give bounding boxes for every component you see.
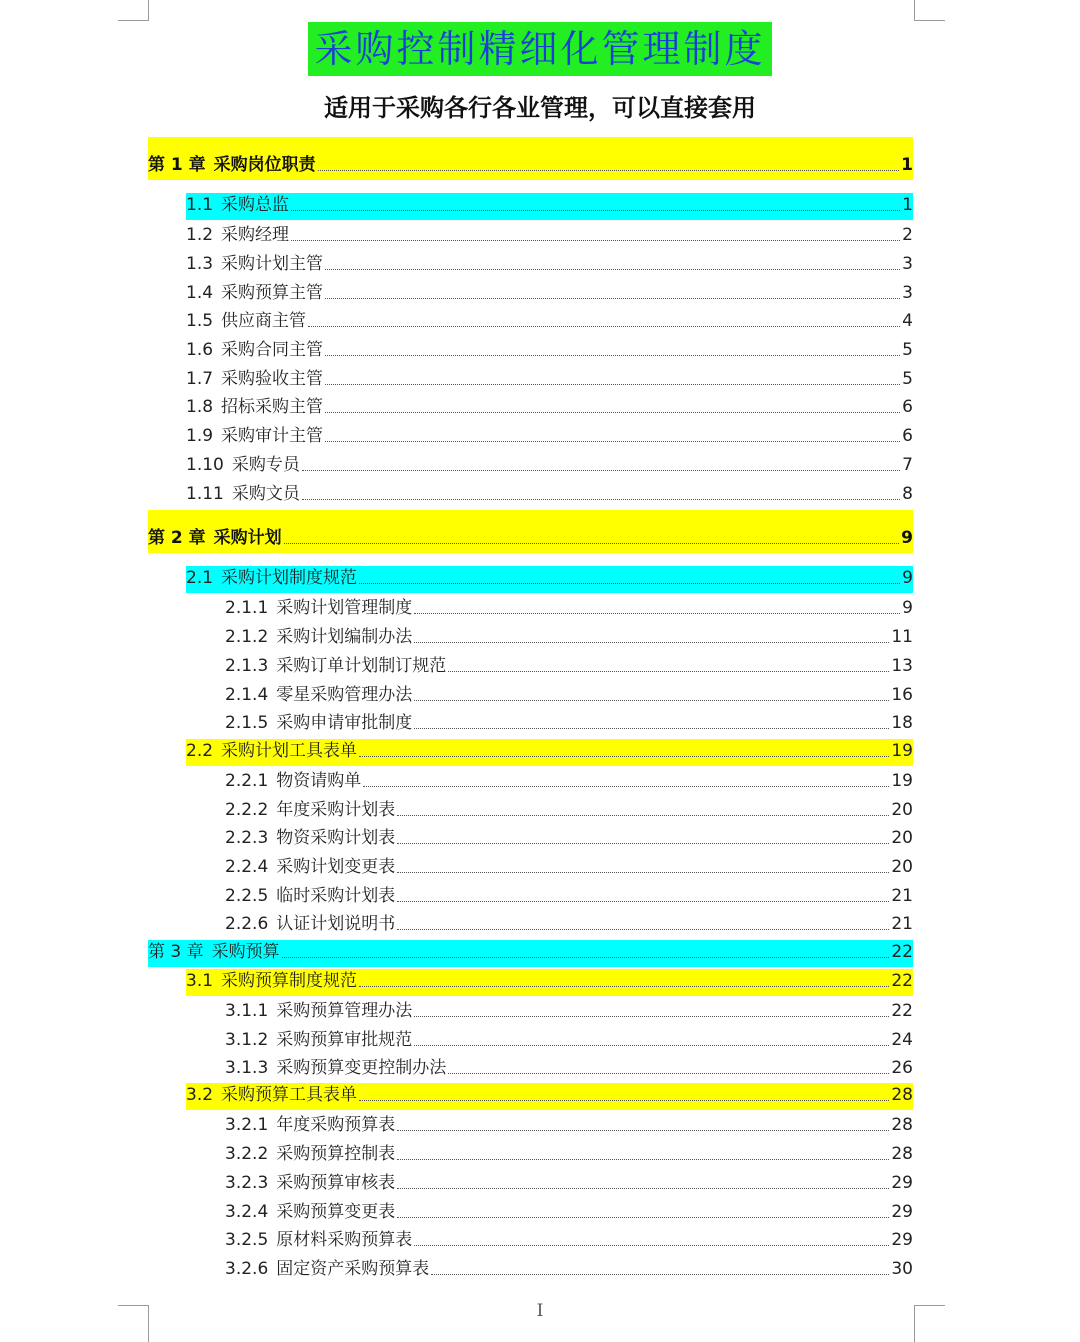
toc-section-1-11[interactable] bbox=[186, 480, 913, 509]
toc-page: 20 bbox=[891, 800, 913, 820]
toc-title: 原材料采购预算表 bbox=[276, 1230, 413, 1250]
toc-number: 1.10 bbox=[186, 455, 224, 475]
toc-title: 物资请购单 bbox=[276, 771, 362, 791]
toc-title: 采购经理 bbox=[221, 225, 290, 245]
toc-number: 3.2 bbox=[186, 1085, 214, 1105]
toc-section-1-3[interactable] bbox=[186, 250, 913, 279]
toc-section-3-2-3[interactable] bbox=[225, 1169, 913, 1198]
toc-section-2-1-3[interactable] bbox=[225, 652, 913, 681]
toc-leader bbox=[363, 786, 889, 787]
toc-leader bbox=[359, 986, 889, 987]
toc-section-1-10[interactable] bbox=[186, 451, 913, 480]
toc-section-1-7[interactable] bbox=[186, 365, 913, 394]
toc-section-2-1-2[interactable] bbox=[225, 623, 913, 652]
toc-number: 3.2.1 bbox=[225, 1115, 269, 1135]
toc-number: 2.2.5 bbox=[225, 886, 269, 906]
toc-title: 招标采购主管 bbox=[221, 397, 324, 417]
toc-section-2-2-4[interactable] bbox=[225, 853, 913, 882]
toc-section-1-9[interactable] bbox=[186, 422, 913, 451]
toc-leader bbox=[359, 756, 889, 757]
toc-leader bbox=[431, 1274, 889, 1275]
toc-number: 1.8 bbox=[186, 397, 214, 417]
toc-leader bbox=[325, 269, 900, 270]
toc-title: 零星采购管理办法 bbox=[276, 685, 413, 705]
toc-number: 2.1.3 bbox=[225, 656, 269, 676]
toc-page: 29 bbox=[891, 1173, 913, 1193]
toc-leader bbox=[397, 1130, 889, 1131]
toc-section-3-2[interactable] bbox=[186, 1083, 913, 1110]
toc-title: 临时采购计划表 bbox=[276, 886, 396, 906]
page-number: I bbox=[536, 1301, 544, 1321]
toc-number: 2.1.2 bbox=[225, 627, 269, 647]
toc-number: 1.11 bbox=[186, 484, 224, 504]
toc-leader bbox=[448, 671, 889, 672]
toc-number: 2.2 bbox=[186, 741, 214, 761]
toc-leader bbox=[414, 1045, 889, 1046]
toc-leader bbox=[291, 210, 900, 211]
toc-page: 1 bbox=[902, 195, 913, 215]
toc-page: 9 bbox=[902, 598, 913, 618]
toc-leader bbox=[325, 298, 900, 299]
toc-title: 采购预算管理办法 bbox=[276, 1001, 413, 1021]
toc-leader bbox=[397, 872, 889, 873]
toc-section-1-2[interactable] bbox=[186, 221, 913, 250]
toc-number: 第 2 章 bbox=[148, 528, 206, 548]
toc-title: 采购验收主管 bbox=[221, 369, 324, 389]
toc-page: 20 bbox=[891, 828, 913, 848]
toc-leader bbox=[397, 815, 889, 816]
toc-title: 采购预算控制表 bbox=[276, 1144, 396, 1164]
document-title: 采购控制精细化管理制度 bbox=[308, 22, 771, 76]
toc-chapter-1[interactable] bbox=[148, 137, 913, 180]
toc-section-1-4[interactable] bbox=[186, 279, 913, 308]
toc-page: 3 bbox=[902, 283, 913, 303]
toc-section-3-2-4[interactable] bbox=[225, 1198, 913, 1227]
toc-page: 13 bbox=[891, 656, 913, 676]
toc-title: 采购预算审核表 bbox=[276, 1173, 396, 1193]
toc-leader bbox=[397, 1188, 889, 1189]
toc-title: 采购专员 bbox=[231, 455, 300, 475]
toc-chapter-2[interactable] bbox=[148, 510, 913, 553]
toc-leader bbox=[359, 583, 900, 584]
toc-page: 11 bbox=[891, 627, 913, 647]
toc-title: 固定资产采购预算表 bbox=[276, 1259, 430, 1279]
toc-section-3-2-5[interactable] bbox=[225, 1226, 913, 1255]
toc-leader bbox=[414, 1245, 889, 1246]
toc-page: 24 bbox=[891, 1030, 913, 1050]
toc-section-2-1-1[interactable] bbox=[225, 594, 913, 623]
toc-number: 2.1.5 bbox=[225, 713, 269, 733]
toc-section-3-1-2[interactable] bbox=[225, 1026, 913, 1055]
toc-section-3-1-1[interactable] bbox=[225, 997, 913, 1026]
toc-leader bbox=[397, 1159, 889, 1160]
document-subtitle: 适用于采购各行各业管理，可以直接套用 bbox=[324, 94, 756, 122]
toc-number: 1.1 bbox=[186, 195, 214, 215]
toc-number: 1.2 bbox=[186, 225, 214, 245]
toc-section-1-6[interactable] bbox=[186, 336, 913, 365]
toc-title: 采购文员 bbox=[231, 484, 300, 504]
toc-number: 3.2.2 bbox=[225, 1144, 269, 1164]
toc-number: 2.2.2 bbox=[225, 800, 269, 820]
toc-number: 2.2.3 bbox=[225, 828, 269, 848]
toc-title: 采购计划工具表单 bbox=[221, 741, 358, 761]
toc-number: 3.2.5 bbox=[225, 1230, 269, 1250]
toc-number: 2.2.4 bbox=[225, 857, 269, 877]
toc-leader bbox=[414, 728, 889, 729]
toc-title: 采购岗位职责 bbox=[213, 155, 316, 175]
toc-number: 第 1 章 bbox=[148, 155, 206, 175]
toc-leader bbox=[325, 384, 900, 385]
toc-title: 采购预算审批规范 bbox=[276, 1030, 413, 1050]
toc-section-2-1[interactable] bbox=[186, 566, 913, 593]
toc-number: 1.7 bbox=[186, 369, 214, 389]
toc-page: 5 bbox=[902, 340, 913, 360]
toc-section-2-1-4[interactable] bbox=[225, 681, 913, 710]
toc-number: 2.1.1 bbox=[225, 598, 269, 618]
toc-number: 3.2.4 bbox=[225, 1202, 269, 1222]
toc-number: 1.9 bbox=[186, 426, 214, 446]
toc-title: 供应商主管 bbox=[221, 311, 307, 331]
toc-section-3-2-1[interactable] bbox=[225, 1111, 913, 1140]
toc-number: 3.2.6 bbox=[225, 1259, 269, 1279]
toc-page: 20 bbox=[891, 857, 913, 877]
toc-page: 21 bbox=[891, 914, 913, 934]
toc-number: 1.6 bbox=[186, 340, 214, 360]
toc-leader bbox=[302, 499, 900, 500]
toc-leader bbox=[397, 901, 889, 902]
toc-title: 物资采购计划表 bbox=[276, 828, 396, 848]
toc-leader bbox=[308, 326, 900, 327]
toc-chapter-3[interactable] bbox=[148, 940, 913, 967]
toc-title: 采购计划制度规范 bbox=[221, 568, 358, 588]
toc-page: 3 bbox=[902, 254, 913, 274]
toc-leader bbox=[325, 412, 900, 413]
toc-section-3-2-2[interactable] bbox=[225, 1140, 913, 1169]
toc-page: 21 bbox=[891, 886, 913, 906]
toc-leader bbox=[284, 543, 899, 544]
toc-page: 19 bbox=[891, 771, 913, 791]
toc-section-2-2-5[interactable] bbox=[225, 882, 913, 911]
toc-leader bbox=[325, 355, 900, 356]
toc-page: 29 bbox=[891, 1202, 913, 1222]
toc-page: 9 bbox=[901, 528, 913, 548]
toc-title: 采购预算 bbox=[211, 942, 280, 962]
toc-leader bbox=[397, 843, 889, 844]
toc-leader bbox=[282, 957, 890, 958]
toc-section-1-8[interactable] bbox=[186, 393, 913, 422]
toc-title: 年度采购计划表 bbox=[276, 800, 396, 820]
toc-number: 2.2.6 bbox=[225, 914, 269, 934]
toc-number: 1.3 bbox=[186, 254, 214, 274]
toc-leader bbox=[414, 613, 900, 614]
toc-title: 采购预算主管 bbox=[221, 283, 324, 303]
toc-title: 采购合同主管 bbox=[221, 340, 324, 360]
toc-title: 采购预算制度规范 bbox=[221, 971, 358, 991]
toc-page: 28 bbox=[891, 1085, 913, 1105]
toc-title: 采购预算工具表单 bbox=[221, 1085, 358, 1105]
toc-page: 7 bbox=[902, 455, 913, 475]
toc-number: 3.1 bbox=[186, 971, 214, 991]
toc-section-2-1-5[interactable] bbox=[225, 709, 913, 738]
toc-page: 16 bbox=[891, 685, 913, 705]
toc-section-3-2-6[interactable] bbox=[225, 1255, 913, 1284]
toc-title: 采购订单计划制订规范 bbox=[276, 656, 447, 676]
toc-section-1-1[interactable] bbox=[186, 193, 913, 220]
toc-page: 22 bbox=[891, 1001, 913, 1021]
toc-title: 采购总监 bbox=[221, 195, 290, 215]
toc-leader bbox=[448, 1073, 889, 1074]
toc-title: 采购计划 bbox=[213, 528, 282, 548]
toc-page: 6 bbox=[902, 426, 913, 446]
toc-section-3-1-3[interactable] bbox=[225, 1054, 913, 1083]
toc-leader bbox=[397, 1217, 889, 1218]
toc-number: 3.1.2 bbox=[225, 1030, 269, 1050]
toc-leader bbox=[325, 441, 900, 442]
toc-title: 采购审计主管 bbox=[221, 426, 324, 446]
toc-page: 30 bbox=[891, 1259, 913, 1279]
toc-title: 采购计划管理制度 bbox=[276, 598, 413, 618]
toc-page: 29 bbox=[891, 1230, 913, 1250]
toc-page: 6 bbox=[902, 397, 913, 417]
toc-page: 22 bbox=[891, 971, 913, 991]
toc-page: 4 bbox=[902, 311, 913, 331]
toc-title: 采购计划编制办法 bbox=[276, 627, 413, 647]
toc-number: 2.2.1 bbox=[225, 771, 269, 791]
toc-number: 2.1.4 bbox=[225, 685, 269, 705]
toc-number: 3.1.1 bbox=[225, 1001, 269, 1021]
toc-section-2-2-3[interactable] bbox=[225, 824, 913, 853]
toc-leader bbox=[359, 1100, 889, 1101]
toc-title: 采购预算变更控制办法 bbox=[276, 1058, 447, 1078]
toc-number: 3.2.3 bbox=[225, 1173, 269, 1193]
toc-leader bbox=[397, 929, 889, 930]
toc-leader bbox=[318, 170, 899, 171]
toc-title: 采购预算变更表 bbox=[276, 1202, 396, 1222]
toc-page: 22 bbox=[891, 942, 913, 962]
toc-title: 采购计划变更表 bbox=[276, 857, 396, 877]
toc-leader bbox=[291, 240, 900, 241]
toc-page: 28 bbox=[891, 1144, 913, 1164]
toc-title: 采购计划主管 bbox=[221, 254, 324, 274]
toc-leader bbox=[414, 1016, 889, 1017]
toc-number: 1.5 bbox=[186, 311, 214, 331]
toc-number: 第 3 章 bbox=[148, 942, 204, 962]
toc-number: 2.1 bbox=[186, 568, 214, 588]
toc-number: 3.1.3 bbox=[225, 1058, 269, 1078]
toc-section-3-1[interactable] bbox=[186, 969, 913, 996]
toc-title: 认证计划说明书 bbox=[276, 914, 396, 934]
toc-section-2-2-6[interactable] bbox=[225, 910, 913, 939]
toc-section-2-2[interactable] bbox=[186, 739, 913, 766]
toc-page: 2 bbox=[902, 225, 913, 245]
toc-page: 1 bbox=[901, 155, 913, 175]
toc-leader bbox=[302, 470, 900, 471]
toc-page: 26 bbox=[891, 1058, 913, 1078]
toc-title: 年度采购预算表 bbox=[276, 1115, 396, 1135]
toc-page: 18 bbox=[891, 713, 913, 733]
toc-page: 19 bbox=[891, 741, 913, 761]
toc-page: 9 bbox=[902, 568, 913, 588]
toc-title: 采购申请审批制度 bbox=[276, 713, 413, 733]
toc-leader bbox=[414, 642, 889, 643]
toc-number: 1.4 bbox=[186, 283, 214, 303]
toc-leader bbox=[414, 700, 889, 701]
toc-section-2-2-2[interactable] bbox=[225, 796, 913, 825]
toc-page: 5 bbox=[902, 369, 913, 389]
toc-section-2-2-1[interactable] bbox=[225, 767, 913, 796]
toc-page: 28 bbox=[891, 1115, 913, 1135]
toc-page: 8 bbox=[902, 484, 913, 504]
toc-section-1-5[interactable] bbox=[186, 307, 913, 336]
